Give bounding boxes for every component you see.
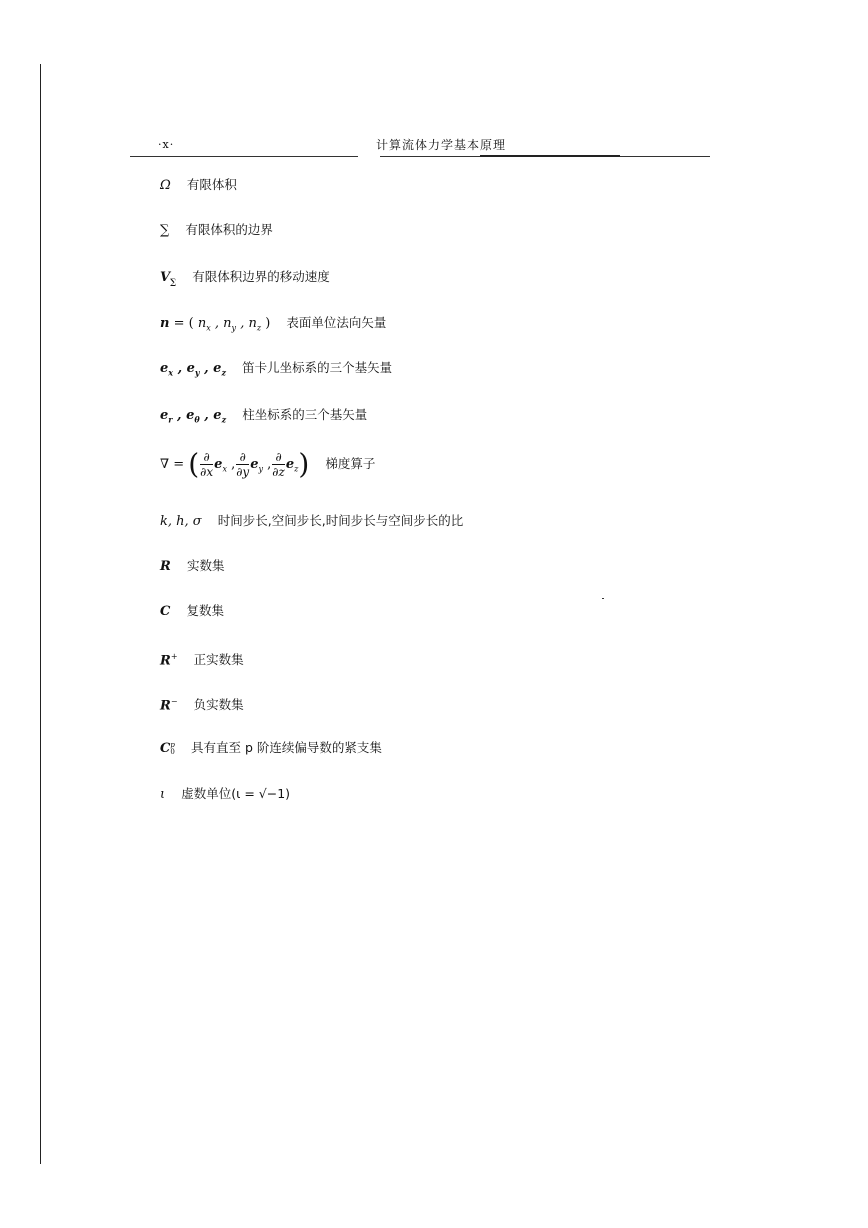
- page-header: [130, 136, 710, 162]
- description: 复数集: [186, 603, 225, 618]
- symbol: $e_r$ , $e_\theta$ , $e_z$: [160, 408, 227, 425]
- description: 虚数单位(ι = √−1): [181, 786, 291, 801]
- header-rule-bold: [480, 155, 620, 157]
- description: 有限体积边界的移动速度: [192, 269, 330, 284]
- header-rule-left: [130, 156, 358, 157]
- description: 正实数集: [193, 652, 244, 668]
- nomenclature-entry-complex-numbers: [160, 602, 224, 621]
- symbol: R: [160, 559, 171, 574]
- page-number: ·x·: [158, 138, 175, 151]
- nomenclature-entry-normal-vector: [160, 314, 386, 338]
- symbol: $e_x$ , $e_y$ , $e_z$: [160, 361, 226, 378]
- description: 柱坐标系的三个基矢量: [242, 407, 368, 422]
- symbol: Ω: [160, 178, 171, 193]
- nomenclature-entry-cylindrical-basis: [160, 406, 367, 429]
- scan-speck: [602, 598, 604, 599]
- symbol: n = ( $n_x$ , $n_y$ , $n_z$ ): [160, 316, 271, 333]
- symbol: ∑: [160, 223, 170, 238]
- symbol: R+: [160, 652, 178, 669]
- description: 笛卡儿坐标系的三个基矢量: [242, 360, 393, 375]
- nomenclature-entry-real-numbers: [160, 557, 224, 576]
- nomenclature-entry-gradient: [160, 447, 376, 481]
- binding-margin-line: [40, 64, 41, 1164]
- description: 负实数集: [193, 697, 244, 713]
- nomenclature-entry-step-sizes: [160, 512, 463, 531]
- description: 表面单位法向矢量: [286, 315, 387, 330]
- nomenclature-entry-boundary-velocity: [160, 268, 330, 291]
- symbol: $V_\sum$: [160, 270, 177, 287]
- nomenclature-entry-positive-reals: [160, 648, 244, 670]
- description: 具有直至 p 阶连续偏导数的紧支集: [190, 740, 382, 755]
- symbol: C: [160, 604, 171, 619]
- symbol: C p 0: [160, 740, 175, 756]
- symbol: ι: [160, 787, 166, 802]
- nomenclature-entry-negative-reals: [160, 693, 244, 715]
- nomenclature-entry-compact-support: [160, 739, 382, 758]
- nomenclature-entry-cartesian-basis: [160, 359, 392, 382]
- nomenclature-entry-omega: [160, 176, 237, 195]
- description: 有限体积的边界: [185, 222, 273, 237]
- description: 有限体积: [186, 177, 237, 192]
- nomenclature-entry-sigma: [160, 221, 273, 240]
- symbol: ∇ = ( $\frac{\partial}{\partial x}$ $e_x$ , $\frac{\partial}{\partial y}$ $e_y$ , $\frac{\partial}{\partial z}$ $e_z$): [160, 447, 310, 481]
- description: 时间步长,空间步长,时间步长与空间步长的比: [217, 513, 464, 528]
- description: 梯度算子: [325, 456, 376, 471]
- nomenclature-entry-imaginary-unit: [160, 785, 290, 804]
- symbol: R−: [160, 697, 178, 714]
- description: 实数集: [186, 558, 225, 573]
- running-title: 计算流体力学基本原理: [376, 138, 507, 152]
- symbol: k, h, σ: [160, 514, 202, 529]
